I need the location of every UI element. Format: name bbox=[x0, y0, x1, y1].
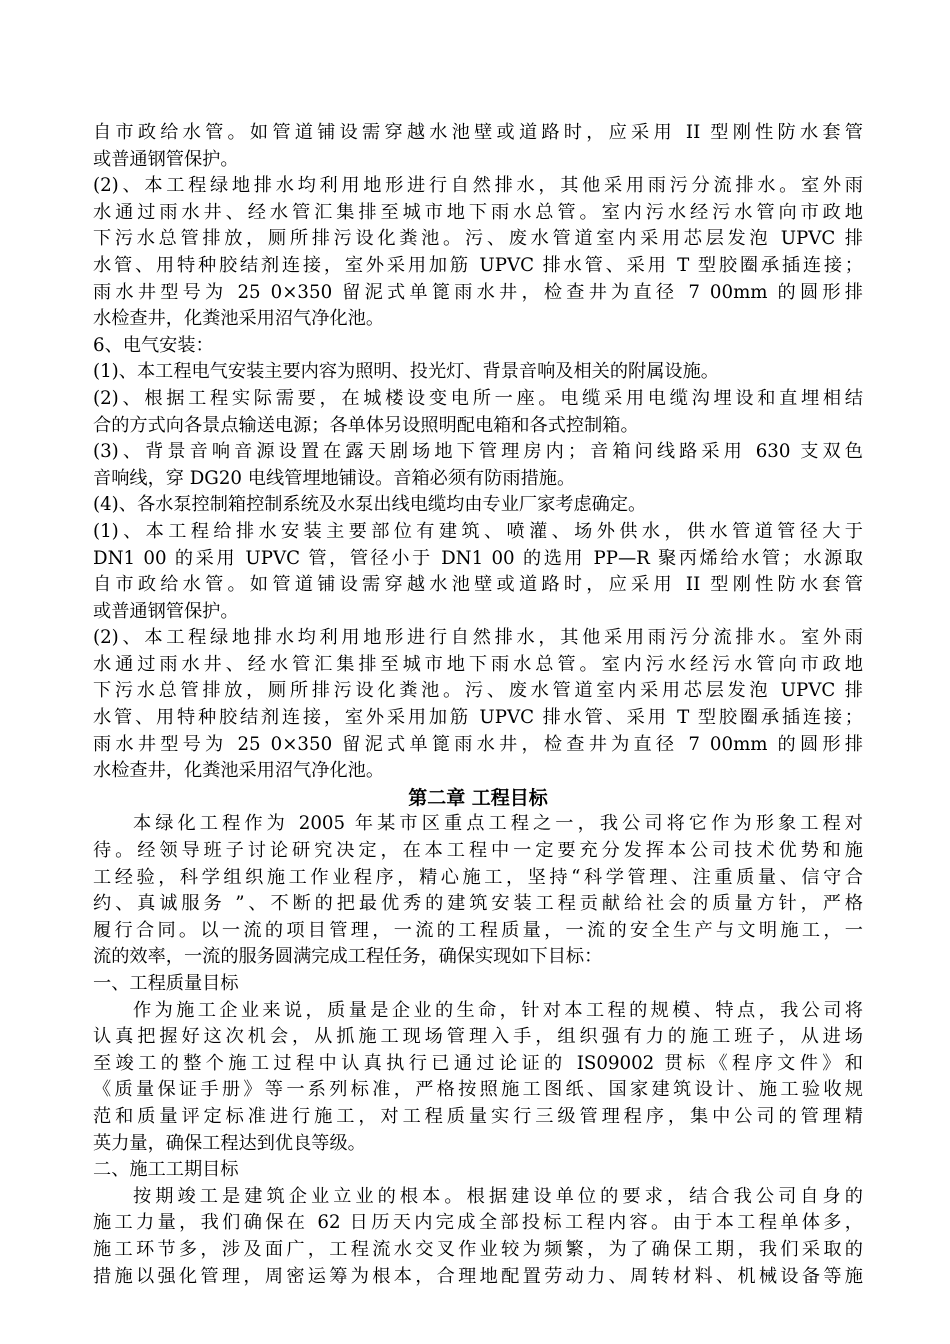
text-line: 自市政给水管。如管道铺设需穿越水池壁或道路时，应采用 II 型刚性防水套管 bbox=[93, 574, 863, 596]
document-page bbox=[93, 120, 863, 1290]
text-line: (4)、各水泵控制箱控制系统及水泵出线电缆均由专业厂家考虑确定。 bbox=[93, 494, 647, 516]
text-line: 一、工程质量目标 bbox=[93, 973, 239, 994]
text-line: 《质量保证手册》等一系列标准，严格按照施工图纸、国家建筑设计、施工验收规 bbox=[93, 1079, 863, 1101]
text-line: 履行合同。以一流的项目管理，一流的工程质量，一流的安全生产与文明施工，一 bbox=[93, 919, 863, 941]
text-line: 6、电气安装： bbox=[93, 334, 214, 356]
text-line: 措施以强化管理，周密运筹为根本，合理地配置劳动力、周转材料、机械设备等施 bbox=[93, 1265, 863, 1287]
text-line: 施工力量，我们确保在 62 日历天内完成全部投标工程内容。由于本工程单体多， bbox=[93, 1212, 863, 1234]
text-line: (1)、本工程给排水安装主要部位有建筑、喷灌、场外供水，供水管道管径大于 bbox=[93, 520, 863, 542]
section-water-electric bbox=[93, 120, 863, 785]
text-line: 约、真诚服务 ”、不断的把最优秀的建筑安装工程贡献给社会的质量方针，严格 bbox=[93, 893, 863, 915]
text-line: 作为施工企业来说，质量是企业的生命，针对本工程的规模、特点，我公司将 bbox=[133, 999, 863, 1021]
chapter-title: 第二章 工程目标 bbox=[408, 786, 548, 809]
text-line: 按期竣工是建筑企业立业的根本。根据建设单位的要求，结合我公司自身的 bbox=[133, 1185, 863, 1207]
text-line: 水通过雨水井、经水管汇集排至城市地下雨水总管。室内污水经污水管向市政地 bbox=[93, 201, 863, 223]
text-line: 至竣工的整个施工过程中认真执行已通过论证的 IS09002 贯标《程序文件》和 bbox=[93, 1052, 863, 1074]
text-line: 水通过雨水井、经水管汇集排至城市地下雨水总管。室内污水经污水管向市政地 bbox=[93, 653, 863, 675]
section-project-goals bbox=[93, 811, 863, 1290]
text-line: 或普通钢管保护。 bbox=[93, 600, 239, 622]
text-line: (2)、本工程绿地排水均利用地形进行自然排水，其他采用雨污分流排水。室外雨 bbox=[93, 627, 863, 649]
text-line: 英力量，确保工程达到优良等级。 bbox=[93, 1132, 366, 1154]
text-line: 工经验，科学组织施工作业程序，精心施工，坚持“科学管理、注重质量、信守合 bbox=[93, 866, 863, 888]
text-line: 下污水总管排放，厕所排污设化粪池。污、废水管道室内采用芯层发泡 UPVC 排 bbox=[93, 680, 863, 702]
text-line: 雨水井型号为 25 0×350 留泥式单篦雨水井，检查井为直径 7 00mm 的圆形排 bbox=[93, 281, 863, 303]
text-line: 水检查井，化粪池采用沼气净化池。 bbox=[93, 760, 385, 782]
text-line: 施工环节多，涉及面广，工程流水交叉作业较为频繁，为了确保工期，我们采取的 bbox=[93, 1238, 863, 1260]
text-line: (3)、背景音响音源设置在露天剧场地下管理房内；音箱问线路采用 630 支双色 bbox=[93, 441, 863, 463]
text-line: 或普通钢管保护。 bbox=[93, 148, 239, 170]
text-line: 水管、用特种胶结剂连接，室外采用加筋 UPVC 排水管、采用 T 型胶圈承插连接； bbox=[93, 707, 863, 729]
text-line: (1)、本工程电气安装主要内容为照明、投光灯、背景音响及相关的附属设施。 bbox=[93, 361, 719, 383]
text-line: 水管、用特种胶结剂连接，室外采用加筋 UPVC 排水管、采用 T 型胶圈承插连接； bbox=[93, 254, 863, 276]
text-line: 流的效率，一流的服务圆满完成工程任务，确保实现如下目标： bbox=[93, 946, 603, 968]
text-line: DN1 00 的采用 UPVC 管，管径小于 DN1 00 的选用 PP—R 聚丙烯给水管；水源取 bbox=[93, 547, 863, 569]
text-line: 合的方式向各景点输送电源；各单体另设照明配电箱和各式控制箱。 bbox=[93, 414, 639, 436]
text-line: 认真把握好这次机会，从抓施工现场管理入手，组织强有力的施工班子，从进场 bbox=[93, 1026, 863, 1048]
text-line: (2)、根据工程实际需要，在城楼设变电所一座。电缆采用电缆沟埋设和直埋相结 bbox=[93, 387, 863, 409]
text-line: 自市政给水管。如管道铺设需穿越水池壁或道路时，应采用 II 型刚性防水套管 bbox=[93, 122, 863, 143]
text-line: (2)、本工程绿地排水均利用地形进行自然排水，其他采用雨污分流排水。室外雨 bbox=[93, 175, 863, 197]
text-line: 范和质量评定标准进行施工，对工程质量实行三级管理程序，集中公司的管理精 bbox=[93, 1105, 863, 1127]
text-line: 水检查井，化粪池采用沼气净化池。 bbox=[93, 308, 385, 330]
text-line: 待。经领导班子讨论研究决定，在本工程中一定要充分发挥本公司技术优势和施 bbox=[93, 840, 863, 862]
text-line: 二、施工工期目标 bbox=[93, 1159, 239, 1181]
text-line: 下污水总管排放，厕所排污设化粪池。污、废水管道室内采用芯层发泡 UPVC 排 bbox=[93, 228, 863, 250]
text-line: 雨水井型号为 25 0×350 留泥式单篦雨水井，检查井为直径 7 00mm 的圆形排 bbox=[93, 733, 863, 755]
text-line: 本绿化工程作为 2005 年某市区重点工程之一，我公司将它作为形象工程对 bbox=[133, 813, 863, 835]
text-line: 音响线，穿 DG20 电线管埋地铺设。音箱必须有防雨措施。 bbox=[93, 467, 576, 489]
